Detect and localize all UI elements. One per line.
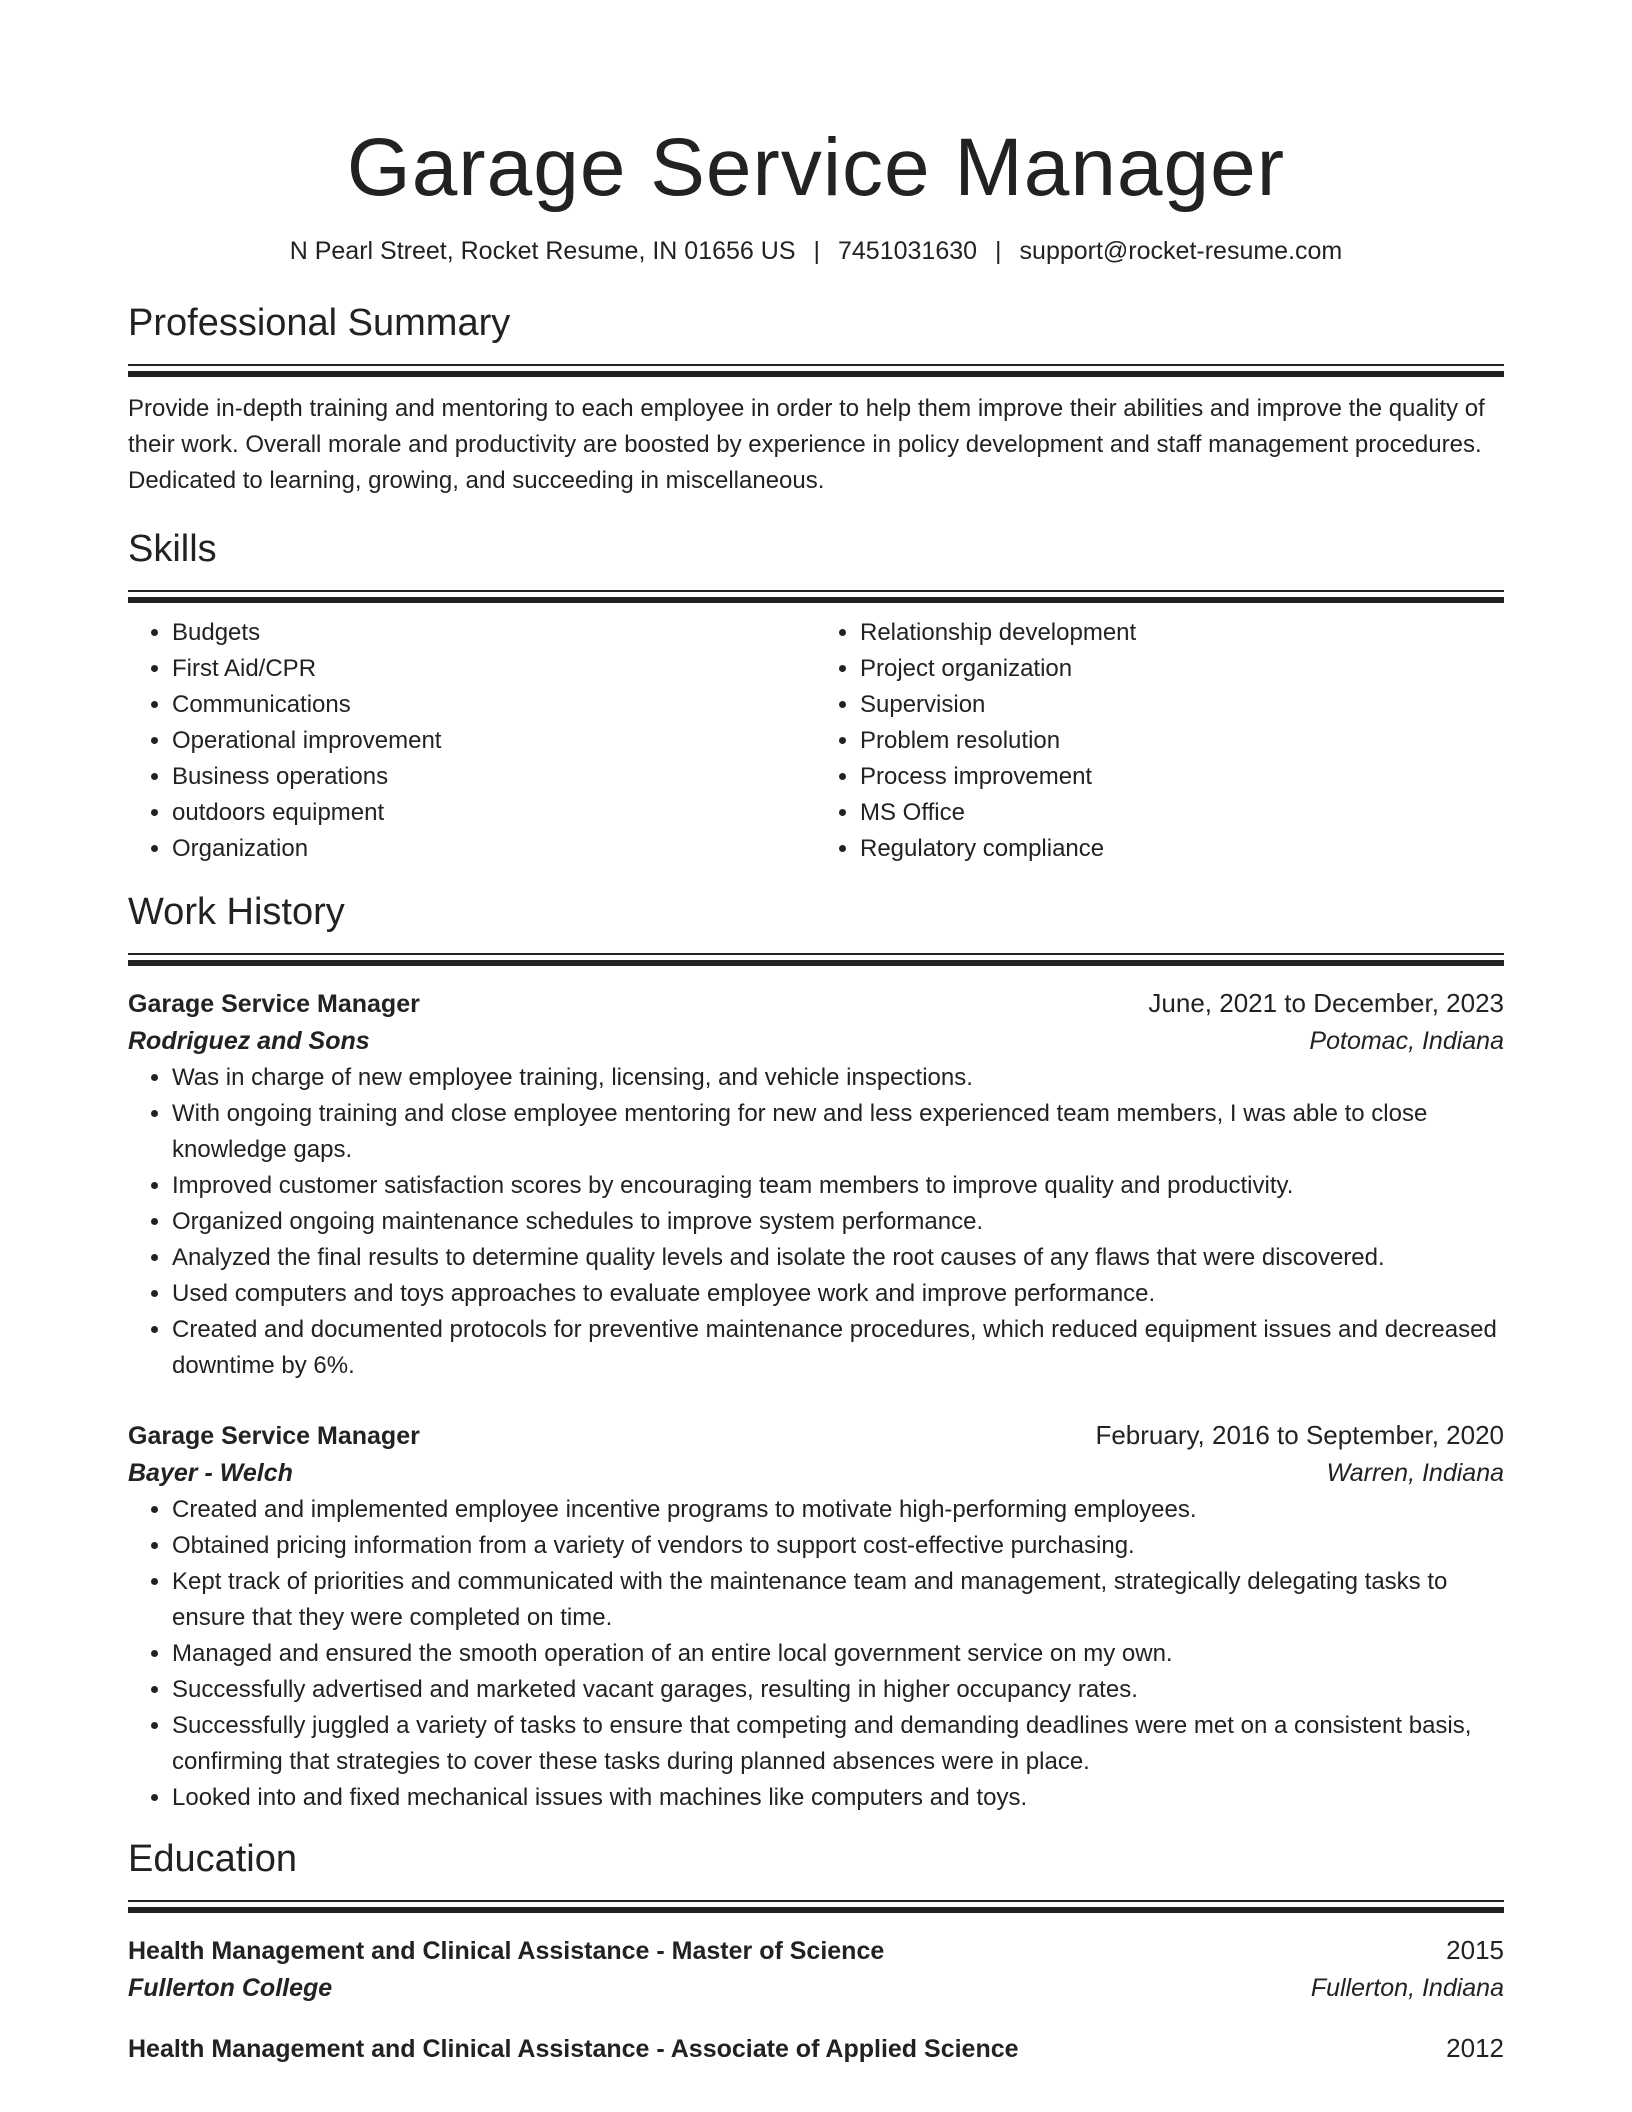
section-divider — [128, 1900, 1504, 1913]
job-company: Bayer - Welch — [128, 1459, 293, 1487]
skill-item: • Operational improvement — [172, 723, 816, 759]
education-degree: Health Management and Clinical Assistance - Master of Science — [128, 1937, 885, 1965]
job-sub-row — [128, 1022, 1504, 1060]
job-bullet: • Analyzed the final results to determine quality levels and isolate the root causes of any flaws that were discovered. — [172, 1240, 1504, 1276]
skill-item: • Budgets — [172, 615, 816, 651]
job-dates: February, 2016 to September, 2020 — [1095, 1420, 1504, 1450]
education-degree: Health Management and Clinical Assistance - Associate of Applied Science — [128, 2035, 1019, 2063]
job-entry — [128, 1416, 1504, 1816]
education-sub-row — [128, 1969, 1504, 2007]
skill-item: • Project organization — [860, 651, 1504, 687]
contact-separator: | — [813, 237, 820, 265]
job-sub-row — [128, 1454, 1504, 1492]
skill-item: • MS Office — [860, 795, 1504, 831]
job-title: Garage Service Manager — [128, 1422, 420, 1450]
summary-section — [128, 298, 1504, 499]
contact-address: N Pearl Street, Rocket Resume, IN 01656 US — [289, 237, 796, 265]
job-bullet: • Managed and ensured the smooth operation of an entire local government service on my own. — [172, 1636, 1504, 1672]
section-divider — [128, 364, 1504, 377]
job-bullet: • Organized ongoing maintenance schedules to improve system performance. — [172, 1204, 1504, 1240]
job-bullet: • Was in charge of new employee training, licensing, and vehicle inspections. — [172, 1060, 1504, 1096]
job-bullet: • Created and implemented employee incentive programs to motivate high-performing employees. — [172, 1492, 1504, 1528]
skill-item: • Problem resolution — [860, 723, 1504, 759]
skill-item: • First Aid/CPR — [172, 651, 816, 687]
job-company: Rodriguez and Sons — [128, 1027, 370, 1055]
job-bullet: • Created and documented protocols for preventive maintenance procedures, which reduced equipment issues and decreased downtime by 6%. — [172, 1312, 1504, 1384]
skills-right-list — [816, 615, 1504, 867]
skill-item: • Supervision — [860, 687, 1504, 723]
skills-columns — [128, 615, 1504, 867]
education-header-row — [128, 1931, 1504, 1969]
work-section — [128, 887, 1504, 1816]
job-title: Garage Service Manager — [128, 990, 420, 1018]
education-section — [128, 1834, 1504, 2067]
skills-heading: Skills — [128, 528, 217, 570]
skill-item: • outdoors equipment — [172, 795, 816, 831]
skills-left-list — [128, 615, 816, 867]
skill-item: • Communications — [172, 687, 816, 723]
education-year: 2015 — [1446, 1935, 1504, 1965]
job-header-row — [128, 984, 1504, 1022]
job-bullet: • Successfully juggled a variety of tasks to ensure that competing and demanding deadlines were met on a consistent basis, confirming that strategies to cover these tasks during planned absences were in place. — [172, 1708, 1504, 1780]
job-bullet: • Kept track of priorities and communicated with the maintenance team and management, strategically delegating tasks to ensure that they were completed on time. — [172, 1564, 1504, 1636]
education-entry — [128, 2029, 1504, 2067]
resume-page — [128, 0, 1504, 2067]
summary-heading: Professional Summary — [128, 302, 511, 344]
skills-section — [128, 524, 1504, 867]
contact-separator: | — [995, 237, 1002, 265]
section-divider — [128, 953, 1504, 966]
job-bullet-list — [128, 1060, 1504, 1384]
education-location: Fullerton, Indiana — [1310, 1974, 1504, 2002]
job-dates: June, 2021 to December, 2023 — [1148, 988, 1504, 1018]
education-heading: Education — [128, 1838, 298, 1880]
education-school: Fullerton College — [128, 1974, 333, 2002]
education-entry — [128, 1931, 1504, 2007]
education-year: 2012 — [1446, 2033, 1504, 2063]
job-bullet: • Looked into and fixed mechanical issues with machines like computers and toys. — [172, 1780, 1504, 1816]
job-bullet: • Successfully advertised and marketed vacant garages, resulting in higher occupancy rates. — [172, 1672, 1504, 1708]
contact-line — [128, 234, 1504, 268]
summary-text: Provide in-depth training and mentoring to each employee in order to help them improve their abilities and improve the quality of their work. Overall morale and productivity are boosted by experience in policy development and staff management procedures. Dedicated to learning, growing, and succeeding in miscellaneous. — [128, 395, 1485, 494]
job-entry — [128, 984, 1504, 1384]
contact-email: support@rocket-resume.com — [1019, 237, 1343, 265]
work-heading: Work History — [128, 891, 345, 933]
education-header-row — [128, 2029, 1504, 2067]
job-header-row — [128, 1416, 1504, 1454]
job-bullet: • Used computers and toys approaches to evaluate employee work and improve performance. — [172, 1276, 1504, 1312]
skill-item: • Regulatory compliance — [860, 831, 1504, 867]
resume-name: Garage Service Manager — [346, 122, 1286, 213]
skill-item: • Relationship development — [860, 615, 1504, 651]
job-bullet-list — [128, 1492, 1504, 1816]
job-bullet: • Improved customer satisfaction scores by encouraging team members to improve quality and productivity. — [172, 1168, 1504, 1204]
skill-item: • Business operations — [172, 759, 816, 795]
job-bullet: • With ongoing training and close employee mentoring for new and less experienced team members, I was able to close knowledge gaps. — [172, 1096, 1504, 1168]
section-divider — [128, 590, 1504, 603]
contact-phone: 7451031630 — [838, 237, 978, 265]
job-bullet: • Obtained pricing information from a variety of vendors to support cost-effective purchasing. — [172, 1528, 1504, 1564]
job-location: Potomac, Indiana — [1309, 1027, 1504, 1055]
skill-item: • Process improvement — [860, 759, 1504, 795]
job-location: Warren, Indiana — [1326, 1459, 1504, 1487]
skill-item: • Organization — [172, 831, 816, 867]
